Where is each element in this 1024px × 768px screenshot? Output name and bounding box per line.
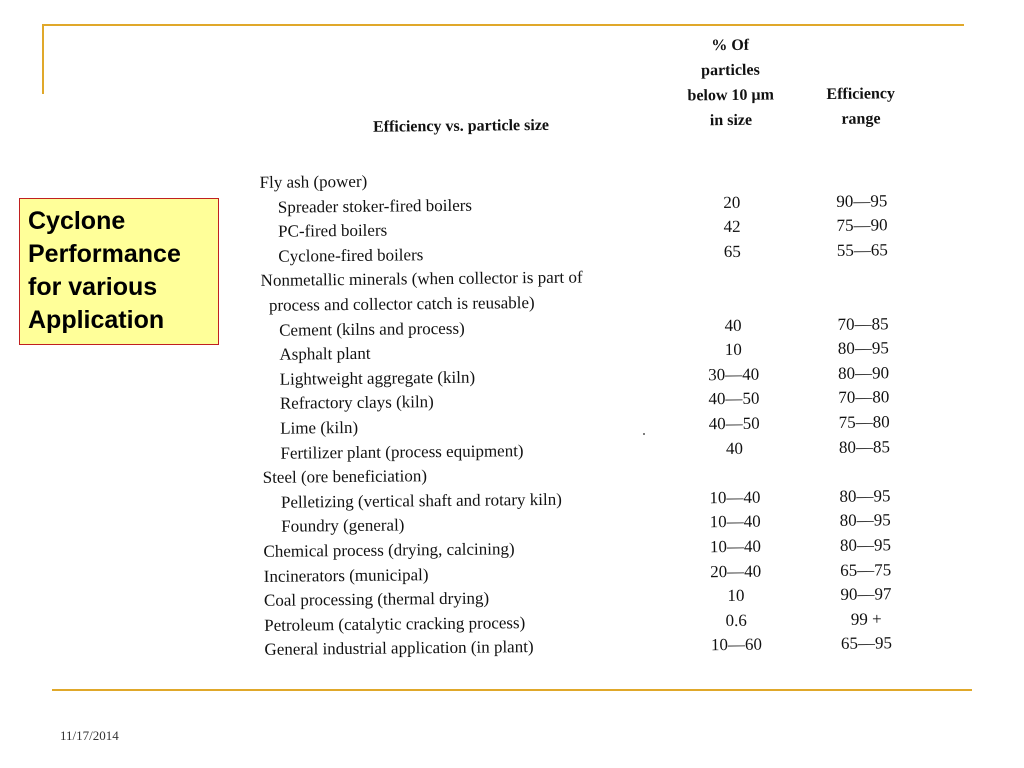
row-efficiency-range: 55—65 — [836, 240, 888, 260]
column-header-percent-line: in size — [709, 111, 753, 130]
row-percent-below-10um: 10 — [727, 586, 745, 606]
row-efficiency-range: 80—95 — [839, 510, 891, 531]
row-efficiency-range: 90—95 — [836, 190, 888, 211]
callout-line-3: for various — [28, 273, 158, 301]
row-percent-below-10um: 65 — [723, 241, 741, 261]
row-label: Incinerators (municipal) — [263, 564, 429, 586]
row-efficiency-range: 70—80 — [838, 387, 890, 408]
row-label: Lightweight aggregate (kiln) — [279, 367, 476, 389]
row-label: Refractory clays (kiln) — [279, 392, 434, 414]
callout-line-4: Application — [28, 306, 165, 334]
row-efficiency-range: 75—90 — [836, 215, 888, 236]
row-efficiency-range: 80—85 — [838, 436, 890, 457]
stray-dot — [643, 433, 645, 435]
row-percent-below-10um: 40 — [725, 438, 744, 458]
row-label: Cyclone-fired boilers — [278, 244, 424, 266]
row-label: PC-fired boilers — [278, 220, 388, 241]
column-header-percent-line: particles — [701, 61, 760, 80]
row-percent-below-10um — [682, 263, 782, 264]
title-callout-box — [19, 198, 219, 345]
row-label: Spreader stoker-fired boilers — [277, 195, 473, 217]
row-percent-below-10um: 10 — [724, 340, 742, 360]
row-label: Fertilizer plant (process equipment) — [280, 440, 524, 463]
row-percent-below-10um: 40—50 — [708, 389, 760, 409]
row-efficiency-range: 99 + — [850, 609, 882, 629]
column-header-efficiency-line: range — [841, 110, 881, 128]
row-label: General industrial application (in plant) — [264, 637, 534, 660]
row-percent-below-10um — [681, 164, 781, 165]
row-label: Asphalt plant — [279, 343, 371, 364]
callout-line-2: Performance — [28, 240, 181, 268]
row-efficiency-range — [810, 458, 920, 459]
column-header-efficiency-range — [806, 81, 917, 132]
row-label: Fly ash (power) — [259, 171, 368, 192]
row-efficiency-range — [808, 286, 918, 287]
callout-line-1: Cyclone — [28, 207, 126, 235]
row-efficiency-range — [807, 261, 917, 262]
row-label: Steel (ore beneficiation) — [262, 466, 428, 488]
row-percent-below-10um: 10—40 — [709, 487, 761, 508]
footer-date: 11/17/2014 — [60, 728, 119, 743]
efficiency-table — [250, 23, 957, 670]
slide-bottom-rule — [52, 689, 972, 691]
column-header-percent-line: below 10 μm — [687, 86, 775, 105]
row-percent-below-10um: 40—50 — [708, 413, 760, 434]
row-label: Petroleum (catalytic cracking process) — [264, 612, 526, 635]
row-percent-below-10um: 10—40 — [709, 536, 762, 557]
row-label: Chemical process (drying, calcining) — [263, 539, 515, 561]
row-efficiency-range: 80—90 — [838, 363, 890, 383]
column-header-percent-line: % Of — [711, 36, 750, 55]
row-percent-below-10um: 0.6 — [725, 610, 747, 630]
row-efficiency-range: 65—95 — [840, 633, 893, 654]
row-efficiency-range: 75—80 — [838, 412, 890, 432]
row-percent-below-10um — [683, 287, 783, 288]
row-efficiency-range: 70—85 — [837, 313, 889, 334]
column-header-percent-particles — [660, 32, 801, 133]
row-percent-below-10um: 10—40 — [709, 512, 761, 532]
row-percent-below-10um: 30—40 — [708, 364, 760, 385]
row-label: process and collector catch is reusable) — [268, 293, 535, 315]
row-percent-below-10um: 10—60 — [710, 635, 763, 655]
row-percent-below-10um: 20—40 — [710, 561, 762, 581]
row-efficiency-range — [806, 163, 916, 164]
row-label: Foundry (general) — [281, 515, 405, 537]
column-header-efficiency-line: Efficiency — [826, 85, 895, 103]
row-label: Coal processing (thermal drying) — [263, 588, 490, 611]
slide-left-rule — [42, 24, 44, 94]
row-percent-below-10um: 40 — [724, 315, 742, 335]
row-label: Pelletizing (vertical shaft and rotary kiln) — [280, 489, 562, 512]
row-efficiency-range: 90—97 — [840, 584, 892, 605]
row-percent-below-10um — [685, 460, 785, 461]
table-title: Efficiency vs. particle size — [372, 116, 550, 136]
row-efficiency-range: 80—95 — [839, 486, 891, 506]
row-efficiency-range: 65—75 — [840, 559, 892, 580]
row-efficiency-range: 80—95 — [839, 535, 892, 555]
row-percent-below-10um: 20 — [723, 192, 741, 212]
row-label: Cement (kilns and process) — [279, 318, 465, 340]
row-efficiency-range: 80—95 — [837, 338, 889, 359]
row-percent-below-10um: 42 — [723, 217, 741, 237]
row-label: Nonmetallic minerals (when collector is part of — [260, 267, 583, 291]
row-label: Lime (kiln) — [280, 417, 359, 438]
